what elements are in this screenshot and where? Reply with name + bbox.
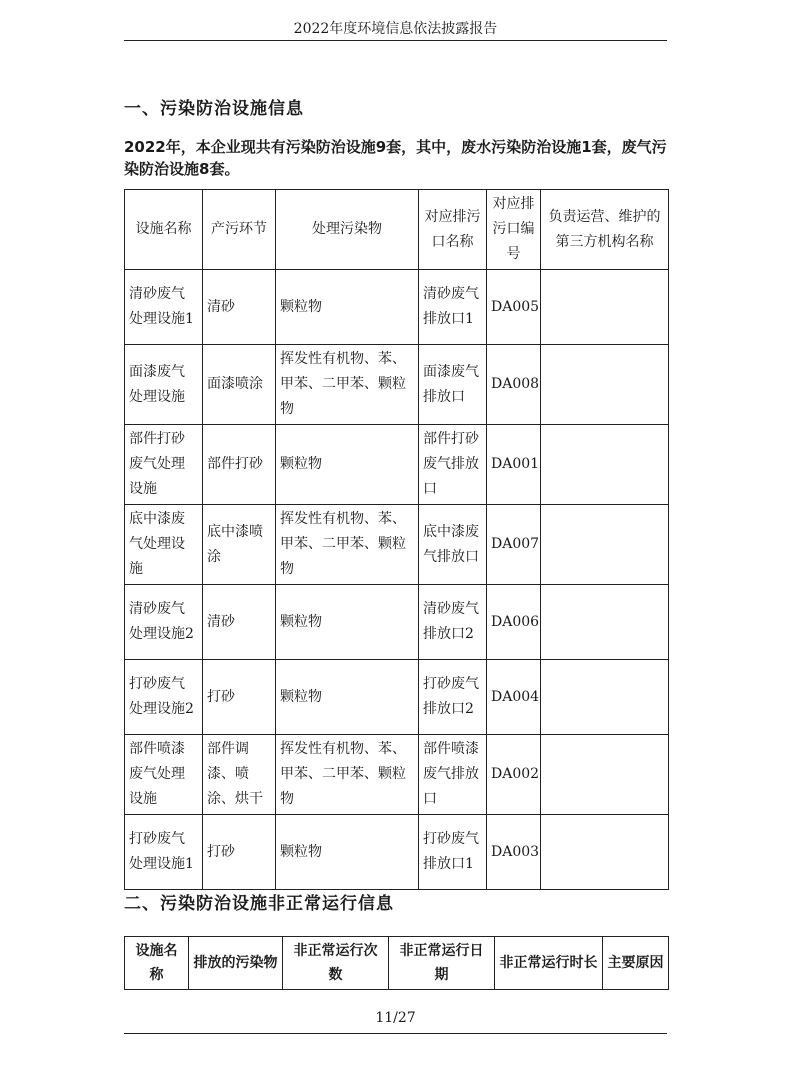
outlet-name-cell: 部件打砂废气排放口 [419, 425, 487, 505]
footer-divider [124, 1033, 667, 1034]
table-row [125, 815, 669, 890]
outlet-name-cell: 清砂废气排放口2 [419, 585, 487, 660]
outlet-code-cell: DA008 [487, 345, 541, 425]
pollutants-cell: 挥发性有机物、苯、甲苯、二甲苯、颗粒物 [276, 345, 419, 425]
process-cell: 清砂 [203, 270, 276, 345]
col-header-abnormal-duration: 非正常运行时长 [495, 937, 603, 990]
outlet-name-cell: 面漆废气排放口 [419, 345, 487, 425]
process-cell: 部件打砂 [203, 425, 276, 505]
pollutants-cell: 颗粒物 [276, 585, 419, 660]
third-party-cell [541, 505, 669, 585]
facility-name-cell: 清砂废气处理设施1 [125, 270, 203, 345]
table-header-row [125, 190, 669, 270]
page-header: 2022年度环境信息依法披露报告 [124, 18, 667, 41]
facility-name-cell: 底中漆废气处理设施 [125, 505, 203, 585]
process-cell: 面漆喷涂 [203, 345, 276, 425]
outlet-code-cell: DA007 [487, 505, 541, 585]
facility-name-cell: 部件喷漆废气处理设施 [125, 735, 203, 815]
process-cell: 打砂 [203, 815, 276, 890]
page-number: 11/27 [375, 1010, 416, 1026]
outlet-code-cell: DA001 [487, 425, 541, 505]
table-row [125, 585, 669, 660]
col-header-abnormal-date: 非正常运行日期 [389, 937, 495, 990]
outlet-code-cell: DA003 [487, 815, 541, 890]
col-header-outlet-code: 对应排污口编号 [487, 190, 541, 270]
process-cell: 底中漆喷涂 [203, 505, 276, 585]
table-row [125, 735, 669, 815]
facility-name-cell: 打砂废气处理设施1 [125, 815, 203, 890]
pollutants-cell: 挥发性有机物、苯、甲苯、二甲苯、颗粒物 [276, 505, 419, 585]
third-party-cell [541, 815, 669, 890]
facilities-table [124, 189, 669, 890]
table-row [125, 425, 669, 505]
intro-paragraph: 2022年，本企业现共有污染防治设施9套，其中，废水污染防治设施1套，废气污染防治设施8套。 [124, 138, 667, 178]
pollutants-cell: 挥发性有机物、苯、甲苯、二甲苯、颗粒物 [276, 735, 419, 815]
process-cell: 清砂 [203, 585, 276, 660]
col-header-outlet-name: 对应排污口名称 [419, 190, 487, 270]
col-header-pollutants: 处理污染物 [276, 190, 419, 270]
facility-name-cell: 清砂废气处理设施2 [125, 585, 203, 660]
pollutants-cell: 颗粒物 [276, 815, 419, 890]
table-row [125, 505, 669, 585]
col-header-facility-name: 设施名称 [125, 937, 189, 990]
process-cell: 打砂 [203, 660, 276, 735]
col-header-third-party: 负责运营、维护的第三方机构名称 [541, 190, 669, 270]
outlet-code-cell: DA006 [487, 585, 541, 660]
third-party-cell [541, 345, 669, 425]
col-header-process: 产污环节 [203, 190, 276, 270]
third-party-cell [541, 425, 669, 505]
pollutants-cell: 颗粒物 [276, 270, 419, 345]
table-header-row [125, 937, 669, 990]
outlet-code-cell: DA002 [487, 735, 541, 815]
outlet-code-cell: DA005 [487, 270, 541, 345]
table-row [125, 660, 669, 735]
facility-name-cell: 部件打砂废气处理设施 [125, 425, 203, 505]
outlet-name-cell: 清砂废气排放口1 [419, 270, 487, 345]
outlet-name-cell: 部件喷漆废气排放口 [419, 735, 487, 815]
col-header-facility-name: 设施名称 [125, 190, 203, 270]
outlet-name-cell: 底中漆废气排放口 [419, 505, 487, 585]
section-title-abnormal: 二、污染防治设施非正常运行信息 [124, 894, 394, 914]
table-row [125, 345, 669, 425]
outlet-name-cell: 打砂废气排放口2 [419, 660, 487, 735]
outlet-code-cell: DA004 [487, 660, 541, 735]
col-header-main-reason: 主要原因 [603, 937, 669, 990]
facility-name-cell: 打砂废气处理设施2 [125, 660, 203, 735]
process-cell: 部件调漆、喷涂、烘干 [203, 735, 276, 815]
section-title-facilities: 一、污染防治设施信息 [124, 99, 304, 119]
abnormal-operation-table [124, 936, 669, 990]
third-party-cell [541, 660, 669, 735]
pollutants-cell: 颗粒物 [276, 425, 419, 505]
third-party-cell [541, 735, 669, 815]
col-header-abnormal-count: 非正常运行次数 [283, 937, 389, 990]
pollutants-cell: 颗粒物 [276, 660, 419, 735]
table-row [125, 270, 669, 345]
third-party-cell [541, 585, 669, 660]
outlet-name-cell: 打砂废气排放口1 [419, 815, 487, 890]
facility-name-cell: 面漆废气处理设施 [125, 345, 203, 425]
third-party-cell [541, 270, 669, 345]
col-header-pollutants: 排放的污染物 [189, 937, 283, 990]
